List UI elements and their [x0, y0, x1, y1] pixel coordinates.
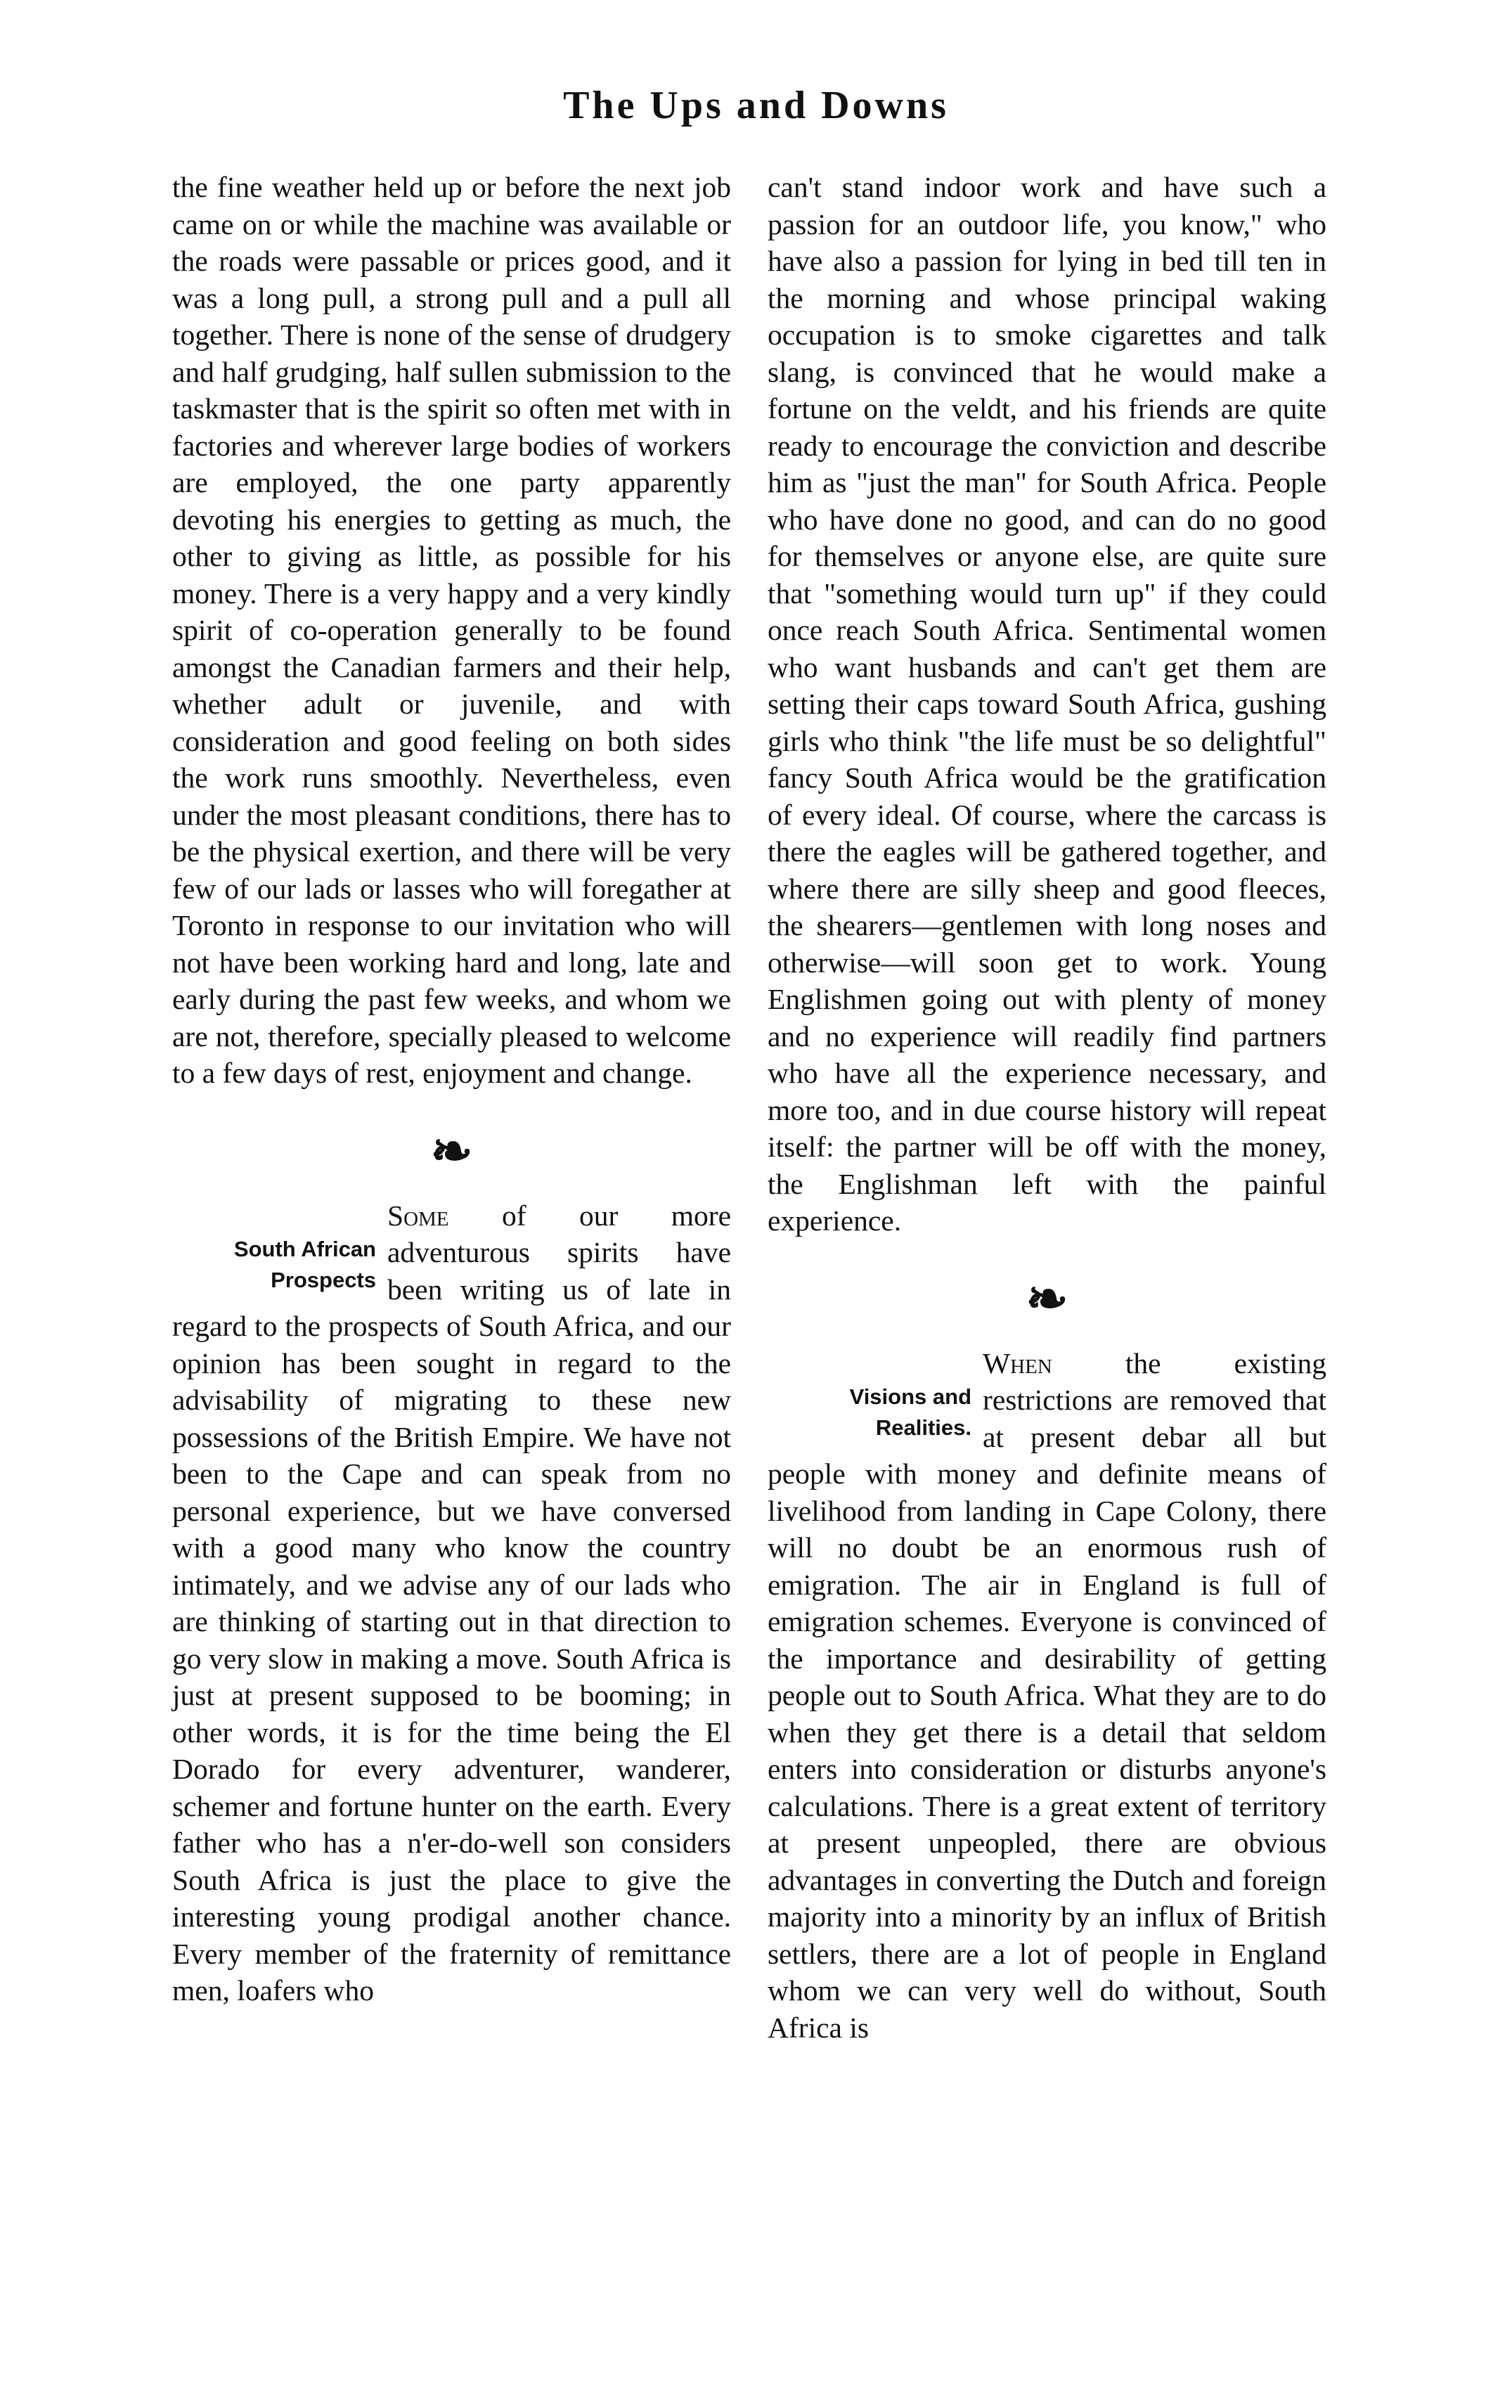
right-paragraph-1: can't stand indoor work and have such a passion for an outdoor life, you know," who have also a passion for lying in bed till ten in the morning and whose principal waking occupation is to smoke cigarettes and talk slang, is convinced that he would make a fortune on the veldt, and his friends are quite ready to encourage the conviction and describe him as "just the man" for South Africa. People who have done no good, and can do no good for themselves or anyone else, are quite sure that "something would turn up" if they could once reach South Africa. Sentimental women who want husbands and can't get them are setting their caps toward South Africa, gushing girls who think "the life must be so delightful" fancy South Africa would be the gratification of every ideal. Of course, where the carcass is there the eagles will be gathered together, and where there are silly sheep and good fleeces, the shearers—gentlemen with long noses and otherwise—will soon get to work. Young Englishmen going out with plenty of money and no experience will readily find partners who have all the experience necessary, and more too, and in due course history will repeat itself: the partner will be off with the money, the Englishman left with the painful experience. [768, 171, 1326, 1237]
sidehead-line-1: Visions and [849, 1384, 971, 1409]
left-column [172, 169, 731, 2009]
sidehead-line-2: Prospects [271, 1267, 376, 1292]
right-column [768, 169, 1326, 2046]
lead-word: When [983, 1346, 1052, 1379]
sidehead-south-african-prospects [172, 1234, 376, 1296]
lead-word: Some [387, 1199, 449, 1232]
right-paragraph-2-text: the existing restrictions are removed that at present debar all but people with money and definite means of livelihood from landing in Cape Colony, there will no doubt be an enormous rush of emigration. The air in England is full of emigration schemes. Everyone is convinced of the importance and desirability of getting people out to South Africa. What they are to do when they get there is a detail that seldom enters into consideration or disturbs anyone's calculations. There is a great extent of territory at present unpeopled, there are obvious advantages in converting the Dutch and foreign majority into a minority by an influx of British settlers, there are a lot of people in England whom we can very well do without, South Africa is [768, 1346, 1326, 2044]
section-ornament-icon: ❧ [1026, 1270, 1068, 1327]
left-paragraph-2 [172, 1197, 731, 2009]
sidehead-visions-and-realities [768, 1382, 971, 1443]
running-header: The Ups and Downs [563, 84, 949, 127]
section-ornament-icon: ❧ [430, 1123, 473, 1180]
left-paragraph-1: the fine weather held up or before the next job came on or while the machine was available or the roads were passable or prices good, and it was a long pull, a strong pull and a pull all together. There is none of the sense of drudgery and half grudging, half sullen submission to the taskmaster that is the spirit so often met with in factories and wherever large bodies of workers are employed, the one party apparently devoting his energies to getting as much, the other to giving as little, as possible for his money. There is a very happy and a very kindly spirit of co-operation generally to be found amongst the Canadian farmers and their help, whether adult or juvenile, and with consideration and good feeling on both sides the work runs smoothly. Nevertheless, even under the most pleasant conditions, there has to be the physical exertion, and there will be very few of our lads or lasses who will foregather at Toronto in response to our invitation who will not have been working hard and long, late and early during the past few weeks, and whom we are not, therefore, specially pleased to welcome to a few days of rest, enjoyment and change. [172, 171, 731, 1089]
sidehead-line-2: Realities. [875, 1415, 971, 1440]
left-paragraph-2-text: of our more adventurous spirits have been writing us of late in regard to the prospects of South Africa, and our opinion has been sought in regard to the advisability of migrating to these new possessions of the British Empire. We have not been to the Cape and can speak from no personal experience, but we have conversed with a good many who know the country intimately, and we advise any of our lads who are thinking of starting out in that direction to go very slow in making a move. South Africa is just at present supposed to be booming; in other words, it is for the time being the El Dorado for every adventurer, wanderer, schemer and fortune hunter on the earth. Every father who has a n'er-do-well son considers South Africa is just the place to give the interesting young prodigal another chance. Every member of the fraternity of remittance men, loafers who [172, 1199, 731, 2007]
sidehead-line-1: South African [233, 1236, 376, 1261]
right-paragraph-2 [768, 1345, 1326, 2047]
